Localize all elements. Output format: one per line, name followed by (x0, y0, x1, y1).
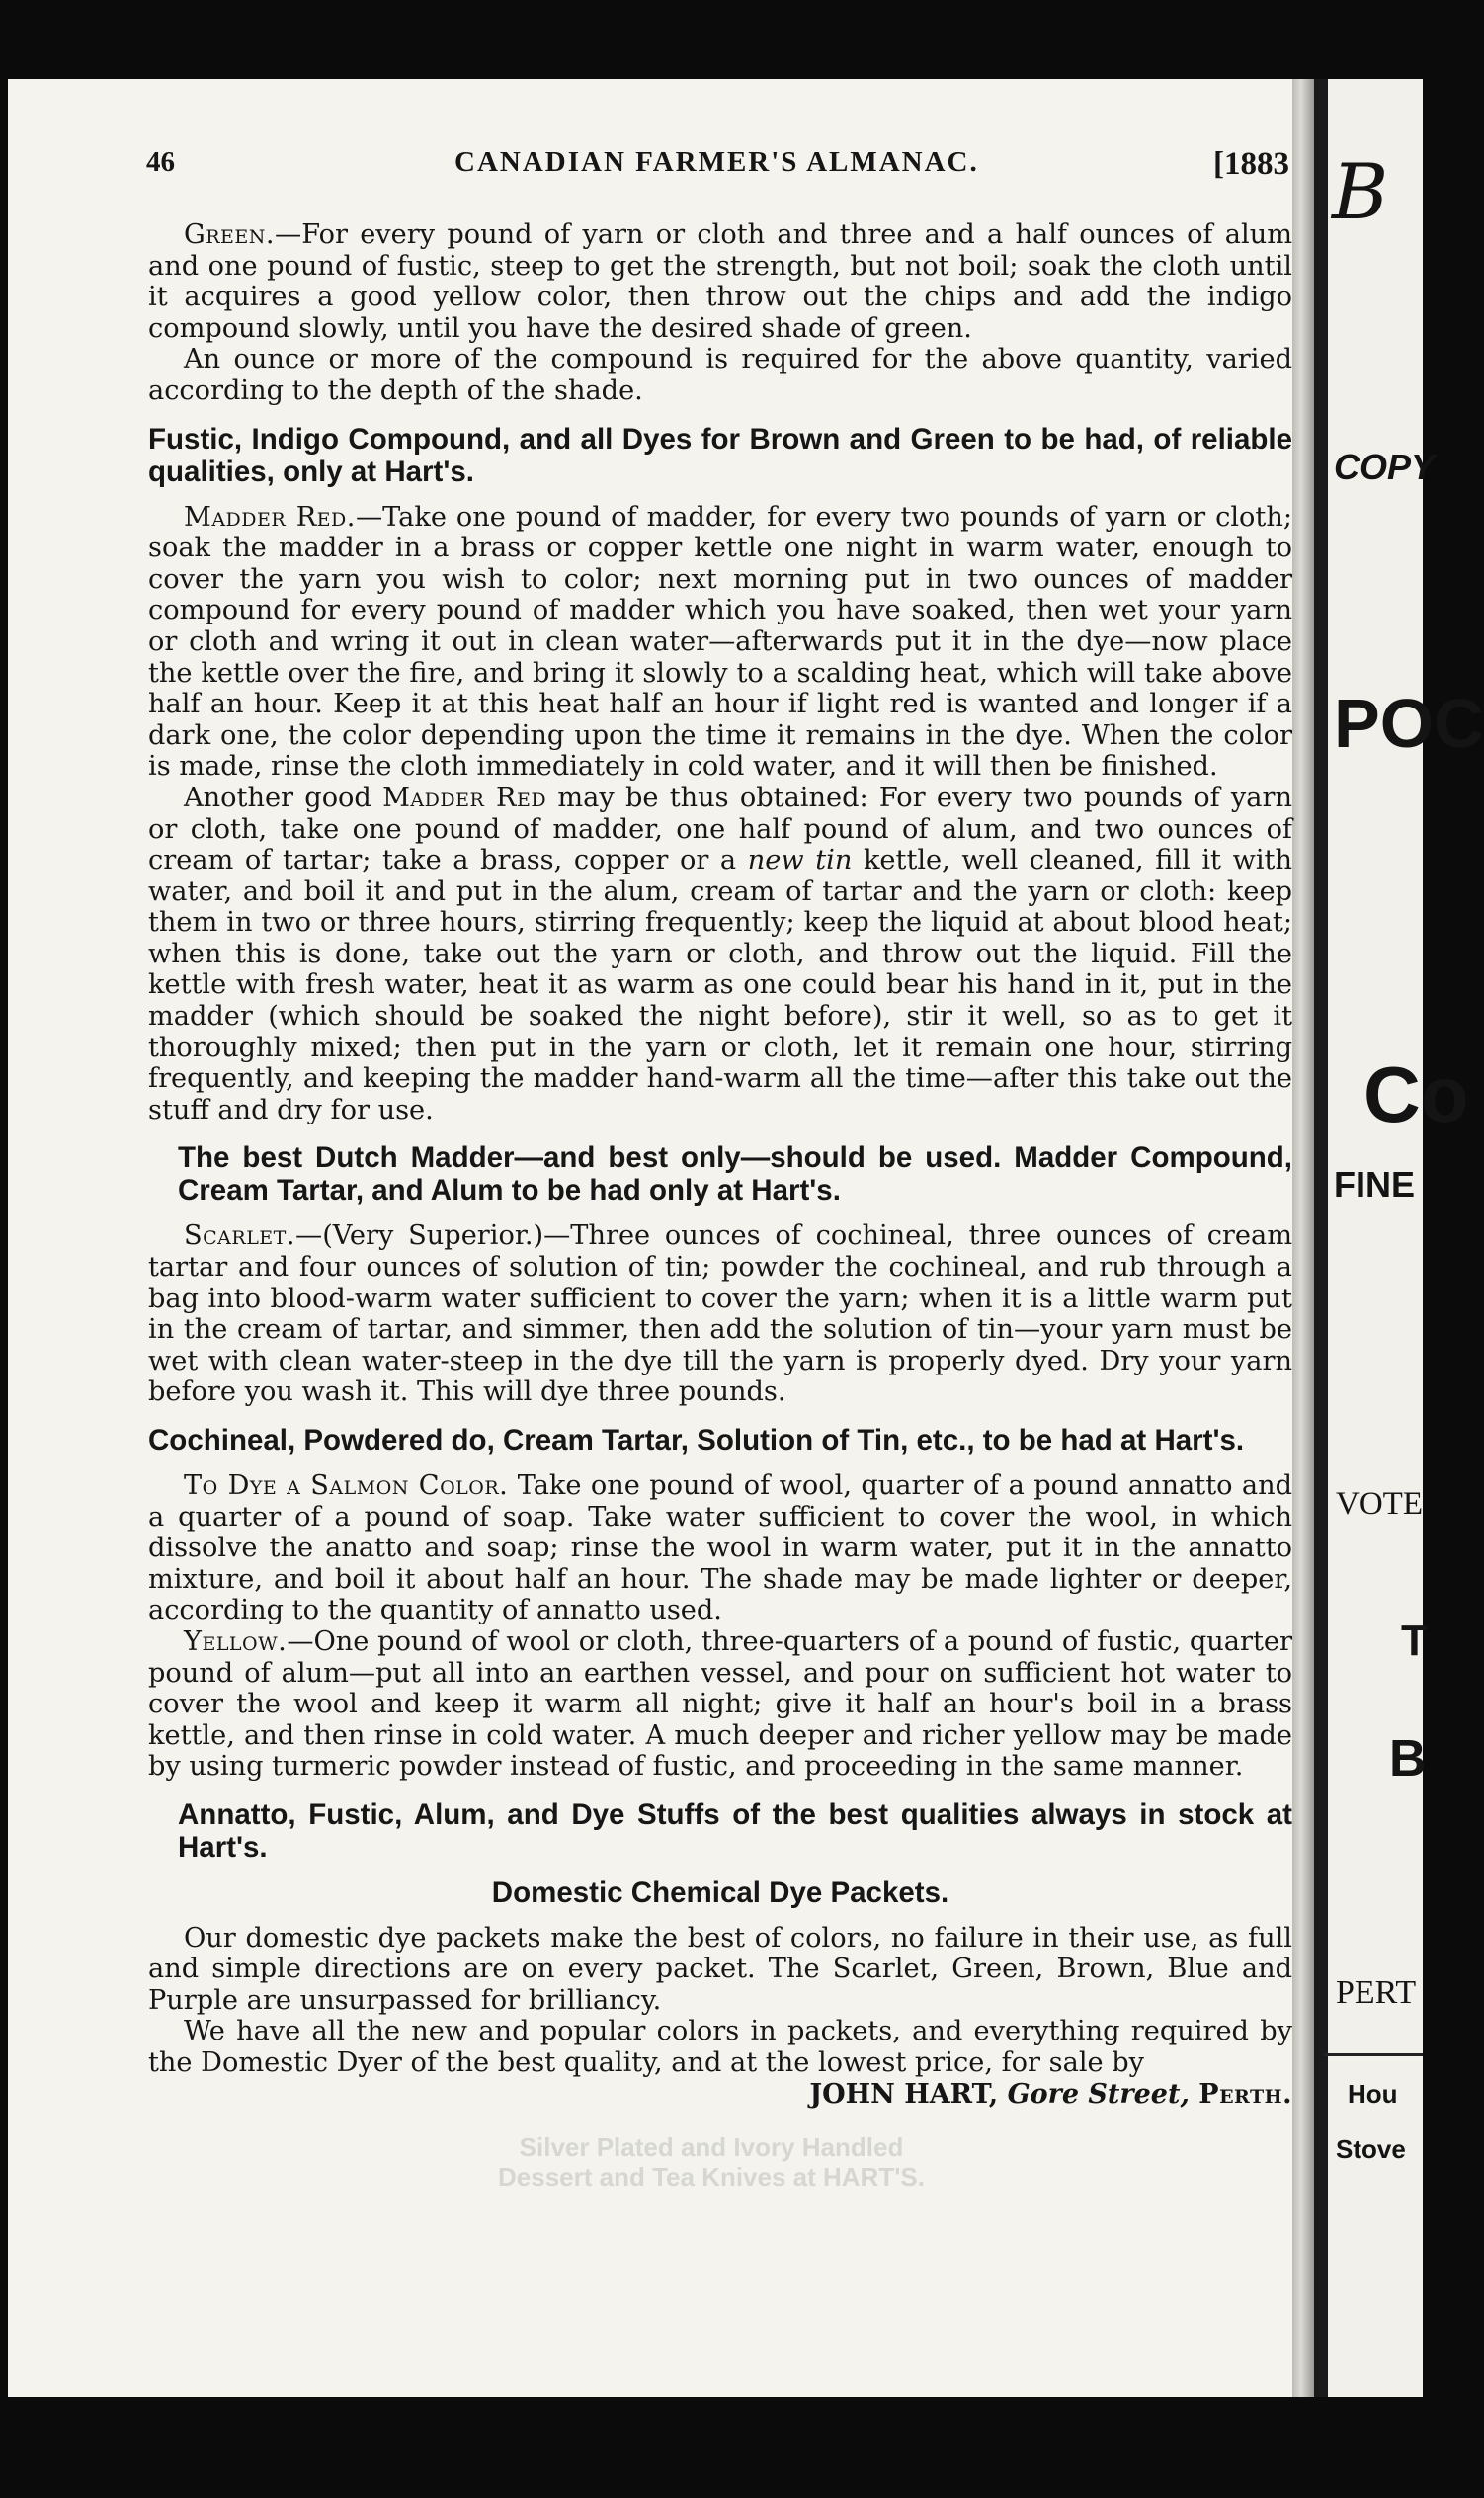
madder-recipe-2 (148, 783, 1292, 1126)
madder2-mid: may be thus obtained: For every two pounds of yarn or cloth, take one pound of madder, one half pound of alum, and two ounces of cream of tartar; take a brass, copper or a (148, 782, 1292, 876)
adjacent-fragment-t: T (1401, 1617, 1428, 1665)
bleed-line-2: Dessert and Tea Knives at HART'S. (498, 2162, 925, 2192)
madder-recipe (148, 502, 1292, 783)
advert-annatto: Annatto, Fustic, Alum, and Dye Stuffs of the best qualities always in stock at Hart's. (178, 1797, 1292, 1864)
adjacent-fragment-b2: B (1389, 1730, 1427, 1788)
adjacent-rule (1324, 2053, 1423, 2056)
packets-heading: Domestic Chemical Dye Packets. (491, 1875, 949, 1909)
madder2-italic: new tin (747, 845, 853, 876)
running-header (138, 146, 1289, 192)
adjacent-fragment-stove: Stove (1336, 2134, 1406, 2164)
advert-cochineal: Cochineal, Powdered do, Cream Tartar, Solution of Tin, etc., to be had at Hart's. (148, 1424, 1245, 1457)
adjacent-page (1314, 79, 1484, 2397)
adjacent-fragment-vote: VOTE (1336, 1486, 1423, 1522)
book-gutter (1292, 79, 1314, 2397)
adjacent-fragment-pert: PERT (1336, 1974, 1417, 2011)
madder-heading: Madder Red. (184, 501, 356, 533)
green-heading: Green. (184, 219, 276, 250)
adjacent-fragment-poc: POC (1334, 685, 1484, 762)
advert-dutch-madder: The best Dutch Madder—and best only—should be used. Madder Compound, Cream Tartar, and Alum to be had only at Hart's. (178, 1141, 1292, 1207)
packets-text-2: We have all the new and popular colors in packets, and everything required by the Domestic Dyer of the best quality, and at the lowest price, for sale by (148, 2016, 1292, 2078)
salmon-recipe (148, 1470, 1292, 1626)
scarlet-recipe (148, 1220, 1292, 1408)
bleed-through-text (217, 2132, 1205, 2192)
adjacent-fragment-copy: COPY (1334, 447, 1436, 487)
signature-name: JOHN HART, (809, 2078, 999, 2110)
green-note: An ounce or more of the compound is required for the above quantity, varied according to the depth of the shade. (148, 344, 1292, 406)
packets-text-1: Our domestic dye packets make the best of colors, no failure in their use, as full and simple directions are on every packet. The Scarlet, Green, Brown, Blue and Purple are unsurpassed for brilliancy. (148, 1922, 1292, 2016)
salmon-heading: To Dye a Salmon Color. (184, 1470, 509, 1501)
signature-street: Gore Street, (1007, 2078, 1190, 2110)
yellow-recipe (148, 1626, 1292, 1783)
madder2-smallcaps: Madder Red (382, 782, 547, 813)
scarlet-text: —(Very Superior.)—Three ounces of cochineal, three ounces of cream tartar and four ounces of solution of tin; powder the cochineal, and rub through a bag into blood-warm water sufficient to cover the yarn; when it is a little warm put in the cream of tartar, and simmer, then add the solution of tin—your yarn must be wet with clean water-steep in the dye till the yarn is properly dyed. Dry your yarn before you wash it. This will dye three pounds. (148, 1220, 1292, 1408)
salmon-text: Take one pound of wool, quarter of a pound annatto and a quarter of a pound of soap. Take water sufficient to cover the wool, in which dissolve the anatto and soap; rinse the wool in warm water, put it in the annatto mixture, and boil it about half an hour. The shade may be made lighter or deeper, according to the quantity of annatto used. (148, 1470, 1292, 1626)
green-text: —For every pound of yarn or cloth and three and a half ounces of alum and one pound of fustic, steep to get the strength, but not boil; soak the cloth until it acquires a good yellow color, then throw out the chips and add the indigo compound slowly, until you have the desired shade of green. (148, 219, 1292, 344)
madder-text: —Take one pound of madder, for every two pounds of yarn or cloth; soak the madder in a brass or copper kettle one night in warm water, enough to cover the yarn you wish to color; next morning put in two ounces of madder compound for every pound of madder which you have soaked, then wet your yarn or cloth and wring it out in clean water—afterwards put it in the dye—now place the kettle over the fire, and bring it slowly to a scalding heat, which will take above half an hour. Keep it at this heat half an hour if light red is wanted and longer if a dark one, the color depending upon the time it remains in the dye. When the color is made, rinse the cloth immediately in cold water, and it will then be finished. (148, 501, 1293, 783)
running-year: [1883 (1213, 146, 1289, 182)
yellow-heading: Yellow. (184, 1625, 288, 1657)
scarlet-heading: Scarlet. (184, 1220, 295, 1252)
adjacent-fragment-b: B (1332, 148, 1389, 237)
article-body (148, 219, 1292, 2110)
signature (148, 2079, 1292, 2111)
madder2-start: Another good (184, 782, 383, 813)
adjacent-fragment-co: Co (1363, 1050, 1469, 1138)
running-title: CANADIAN FARMER'S ALMANAC. (454, 146, 979, 178)
advert-fustic: Fustic, Indigo Compound, and all Dyes for Brown and Green to be had, of reliable qualities, only at Hart's. (148, 422, 1292, 488)
signature-town: Perth. (1198, 2078, 1292, 2110)
green-recipe (148, 219, 1292, 344)
adjacent-fragment-hou: Hou (1348, 2079, 1398, 2109)
yellow-text: —One pound of wool or cloth, three-quarters of a pound of fustic, quarter pound of alum—put all into an earthen vessel, and pour on sufficient hot water to cover the wool and keep it warm all night; give it half an hour's boil in a brass kettle, and then rinse in cold water. A much deeper and richer yellow may be made by using turmeric powder instead of fustic, and proceeding in the same manner. (148, 1625, 1292, 1783)
adjacent-page-border (1314, 79, 1328, 2397)
bleed-line-1: Silver Plated and Ivory Handled (519, 2132, 904, 2162)
page-number: 46 (146, 146, 175, 178)
madder2-end: kettle, well cleaned, fill it with water, and boil it and put in the alum, cream of tartar and the yarn or cloth: keep them in two or three hours, stirring frequently; keep the liquid at about blood heat; when this is done, take out the yarn or cloth, and throw out the liquid. Fill the kettle with fresh water, heat it as warm as one could bear his hand in it, put in the madder (which should be soaked the night before), stir it well, so as to get it thoroughly mixed; then put in the yarn or cloth, let it remain one hour, stirring frequently, and keeping the madder hand-warm all the time—after this take out the stuff and dry for use. (148, 845, 1292, 1125)
adjacent-fragment-fine: FINE (1334, 1164, 1416, 1205)
